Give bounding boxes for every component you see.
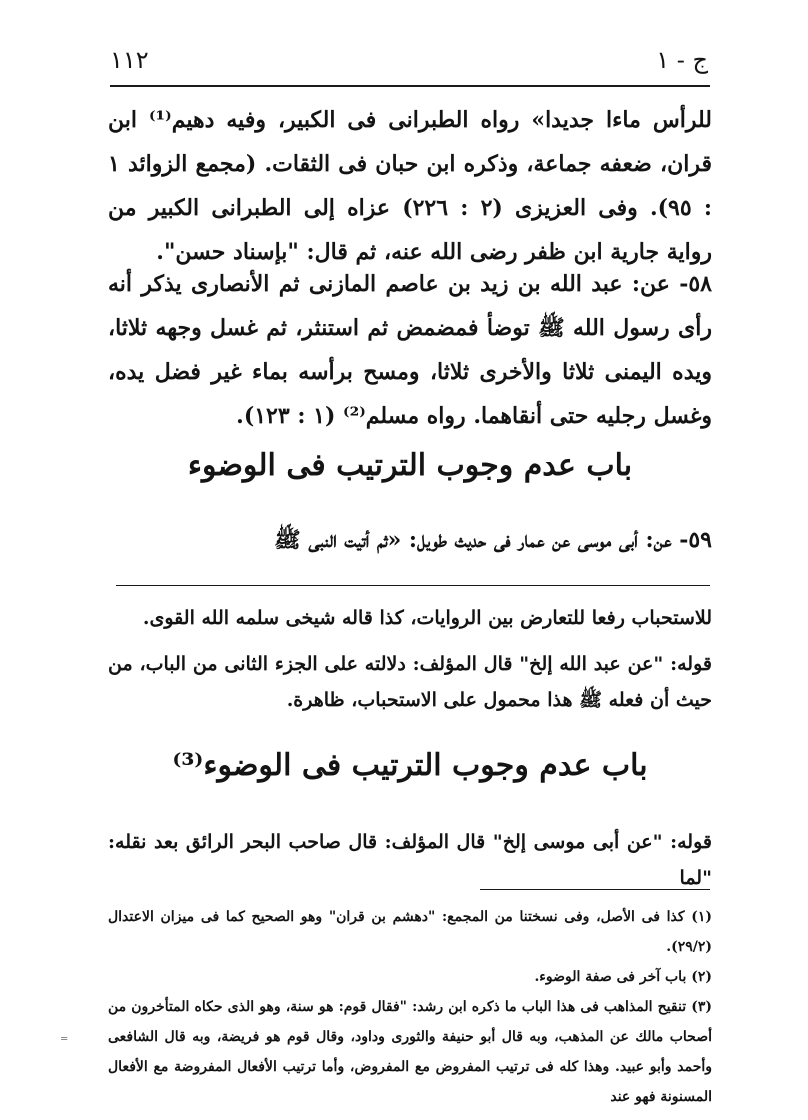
commentary-paragraph-3: قوله: "عن أبى موسى إلخ" قال المؤلف: قال صاحب البحر الرائق بعد نقله: "لما	[108, 831, 712, 889]
hadith-58-paragraph: ٥٨- عن: عبد الله بن زيد بن عاصم المازنى ثم الأنصارى يذكر أنه رأى رسول الله ﷺ توضأ فمضمض ثم استنثر، ثم غسل وجهه ثلاثا، ويده اليمنى ثلاثا والأخرى ثلاثا، ومسح برأسه بماء غير فضل يده، وغسل رجليه حتى أنقاهما. رواه مسلم⁽²⁾ (١ : ١٢٣).	[108, 271, 712, 429]
commentary-line-1: للاستحباب رفعا للتعارض بين الروايات، كذا قاله شيخى سلمه الله القوى.	[142, 607, 712, 629]
footnotes	[108, 902, 712, 1112]
main-text-paragraph-1: للرأس ماءا جديدا» رواه الطبرانى فى الكبير، وفيه دهيم⁽¹⁾ ابن قران، ضعفه جماعة، وذكره ابن حبان فى الثقات. (مجمع الزوائد ١ : ٩٥). وفى العزيزى (٢ : ٢٢٦) عزاه إلى الطبرانى الكبير من رواية جارية ابن ظفر رضى الله عنه، ثم قال: "بإسناد حسن".	[108, 107, 712, 265]
chapter-heading: باب عدم وجوب الترتيب فى الوضوء	[187, 448, 633, 483]
header-rule	[110, 85, 710, 87]
footnote-3: (٣) تنقيح المذاهب فى هذا الباب ما ذكره ابن رشد: "فقال قوم: هو سنة، وهو الذى حكاه المتأخرون من أصحاب مالك عن المذهب، وبه قال أبو حنيفة والثورى وداود، وقال قوم هو فريضة، وبه قال الشافعى وأحمد وأبو عبيد. وهذا كله فى ترتيب المفروض مع المفروض، وأما ترتيب الأفعال المفروضة مع الأفعال المسنونة فهو عند	[108, 999, 712, 1105]
edge-mark: =	[60, 1034, 69, 1045]
hadith-59-line: ٥٩- عن: أبى موسى عن عمار فى حديث طويل: «ثم أتيت النبى ﷺ	[274, 527, 712, 553]
footnote-2: (٢) باب آخر فى صفة الوضوء.	[534, 969, 712, 985]
footnote-rule	[480, 889, 710, 890]
footnote-1: (١) كذا فى الأصل، وفى نسختنا من المجمع: "دهشم بن قران" وهو الصحيح كما فى ميزان الاعتدال (٢٩/٢).	[108, 909, 712, 955]
volume-label: ج - ١	[656, 46, 708, 74]
commentary-heading: باب عدم وجوب الترتيب فى الوضوء⁽³⁾	[172, 748, 648, 783]
running-header	[110, 42, 708, 78]
commentary-divider	[116, 585, 710, 586]
page-number: ١١٢	[110, 46, 149, 74]
commentary-paragraph-2: قوله: "عن عبد الله إلخ" قال المؤلف: دلالته على الجزء الثانى من الباب، من حيث أن فعله ﷺ هذا محمول على الاستحباب، ظاهرة.	[108, 653, 712, 711]
